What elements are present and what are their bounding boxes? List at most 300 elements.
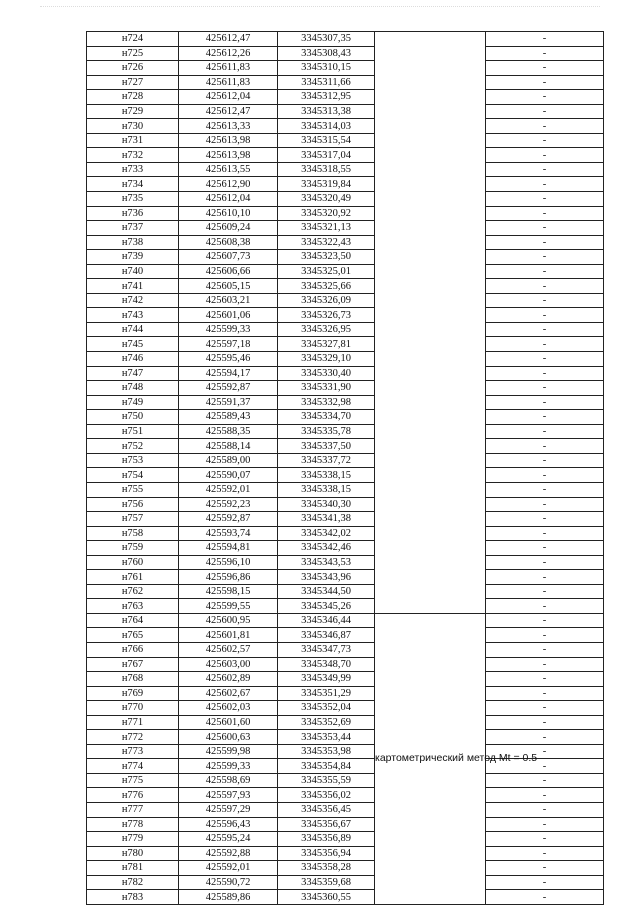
accuracy-cell: - bbox=[486, 512, 604, 527]
x-coordinate-cell: 425597,93 bbox=[179, 788, 278, 803]
table-row bbox=[87, 32, 604, 47]
y-coordinate-cell: 3345337,50 bbox=[278, 439, 375, 454]
y-coordinate-cell: 3345356,89 bbox=[278, 832, 375, 847]
point-id-cell: н743 bbox=[87, 308, 179, 323]
table-row bbox=[87, 497, 604, 512]
x-coordinate-cell: 425613,33 bbox=[179, 119, 278, 134]
accuracy-cell: - bbox=[486, 497, 604, 512]
point-id-cell: н739 bbox=[87, 250, 179, 265]
accuracy-cell: - bbox=[486, 162, 604, 177]
x-coordinate-cell: 425599,98 bbox=[179, 744, 278, 759]
table-row bbox=[87, 46, 604, 61]
y-coordinate-cell: 3345338,15 bbox=[278, 482, 375, 497]
point-id-cell: н748 bbox=[87, 381, 179, 396]
accuracy-cell: - bbox=[486, 672, 604, 687]
point-id-cell: н747 bbox=[87, 366, 179, 381]
table-row bbox=[87, 512, 604, 527]
accuracy-cell: - bbox=[486, 221, 604, 236]
accuracy-cell: - bbox=[486, 133, 604, 148]
x-coordinate-cell: 425600,63 bbox=[179, 730, 278, 745]
accuracy-cell: - bbox=[486, 570, 604, 585]
point-id-cell: н729 bbox=[87, 104, 179, 119]
y-coordinate-cell: 3345332,98 bbox=[278, 395, 375, 410]
x-coordinate-cell: 425592,88 bbox=[179, 846, 278, 861]
method-cell bbox=[375, 32, 486, 614]
table-row bbox=[87, 308, 604, 323]
y-coordinate-cell: 3345322,43 bbox=[278, 235, 375, 250]
y-coordinate-cell: 3345320,49 bbox=[278, 192, 375, 207]
accuracy-cell: - bbox=[486, 395, 604, 410]
accuracy-cell: - bbox=[486, 366, 604, 381]
point-id-cell: н751 bbox=[87, 424, 179, 439]
x-coordinate-cell: 425612,47 bbox=[179, 32, 278, 47]
y-coordinate-cell: 3345325,66 bbox=[278, 279, 375, 294]
accuracy-cell: - bbox=[486, 468, 604, 483]
point-id-cell: н755 bbox=[87, 482, 179, 497]
accuracy-cell: - bbox=[486, 250, 604, 265]
x-coordinate-cell: 425613,98 bbox=[179, 148, 278, 163]
accuracy-cell: - bbox=[486, 206, 604, 221]
x-coordinate-cell: 425592,87 bbox=[179, 381, 278, 396]
y-coordinate-cell: 3345326,95 bbox=[278, 322, 375, 337]
y-coordinate-cell: 3345319,84 bbox=[278, 177, 375, 192]
point-id-cell: н765 bbox=[87, 628, 179, 643]
x-coordinate-cell: 425591,37 bbox=[179, 395, 278, 410]
table-row bbox=[87, 802, 604, 817]
point-id-cell: н771 bbox=[87, 715, 179, 730]
coordinates-table bbox=[86, 31, 604, 905]
accuracy-cell: - bbox=[486, 279, 604, 294]
point-id-cell: н727 bbox=[87, 75, 179, 90]
y-coordinate-cell: 3345353,98 bbox=[278, 744, 375, 759]
x-coordinate-cell: 425609,24 bbox=[179, 221, 278, 236]
x-coordinate-cell: 425601,60 bbox=[179, 715, 278, 730]
point-id-cell: н776 bbox=[87, 788, 179, 803]
table-row bbox=[87, 337, 604, 352]
accuracy-cell: - bbox=[486, 308, 604, 323]
table-row bbox=[87, 599, 604, 614]
y-coordinate-cell: 3345351,29 bbox=[278, 686, 375, 701]
accuracy-cell: - bbox=[486, 773, 604, 788]
x-coordinate-cell: 425599,55 bbox=[179, 599, 278, 614]
table-row bbox=[87, 468, 604, 483]
y-coordinate-cell: 3345360,55 bbox=[278, 890, 375, 905]
accuracy-cell: - bbox=[486, 90, 604, 105]
accuracy-cell: - bbox=[486, 322, 604, 337]
table-row bbox=[87, 192, 604, 207]
point-id-cell: н731 bbox=[87, 133, 179, 148]
accuracy-cell: - bbox=[486, 235, 604, 250]
point-id-cell: н759 bbox=[87, 541, 179, 556]
accuracy-cell: - bbox=[486, 730, 604, 745]
point-id-cell: н770 bbox=[87, 701, 179, 716]
x-coordinate-cell: 425603,21 bbox=[179, 293, 278, 308]
point-id-cell: н752 bbox=[87, 439, 179, 454]
y-coordinate-cell: 3345337,72 bbox=[278, 453, 375, 468]
table-row bbox=[87, 730, 604, 745]
x-coordinate-cell: 425599,33 bbox=[179, 322, 278, 337]
table-row bbox=[87, 352, 604, 367]
x-coordinate-cell: 425598,69 bbox=[179, 773, 278, 788]
x-coordinate-cell: 425606,66 bbox=[179, 264, 278, 279]
point-id-cell: н761 bbox=[87, 570, 179, 585]
x-coordinate-cell: 425594,17 bbox=[179, 366, 278, 381]
accuracy-cell: - bbox=[486, 875, 604, 890]
table-row bbox=[87, 701, 604, 716]
x-coordinate-cell: 425610,10 bbox=[179, 206, 278, 221]
point-id-cell: н740 bbox=[87, 264, 179, 279]
x-coordinate-cell: 425602,89 bbox=[179, 672, 278, 687]
accuracy-cell: - bbox=[486, 148, 604, 163]
y-coordinate-cell: 3345338,15 bbox=[278, 468, 375, 483]
accuracy-cell: - bbox=[486, 541, 604, 556]
accuracy-cell: - bbox=[486, 846, 604, 861]
x-coordinate-cell: 425596,10 bbox=[179, 555, 278, 570]
accuracy-cell: - bbox=[486, 381, 604, 396]
y-coordinate-cell: 3345348,70 bbox=[278, 657, 375, 672]
table-row bbox=[87, 293, 604, 308]
y-coordinate-cell: 3345356,45 bbox=[278, 802, 375, 817]
x-coordinate-cell: 425601,81 bbox=[179, 628, 278, 643]
x-coordinate-cell: 425601,06 bbox=[179, 308, 278, 323]
accuracy-cell: - bbox=[486, 119, 604, 134]
accuracy-cell: - bbox=[486, 599, 604, 614]
x-coordinate-cell: 425597,18 bbox=[179, 337, 278, 352]
table-row bbox=[87, 715, 604, 730]
y-coordinate-cell: 3345318,55 bbox=[278, 162, 375, 177]
accuracy-cell: - bbox=[486, 890, 604, 905]
y-coordinate-cell: 3345342,02 bbox=[278, 526, 375, 541]
table-row bbox=[87, 555, 604, 570]
table-row bbox=[87, 133, 604, 148]
x-coordinate-cell: 425611,83 bbox=[179, 61, 278, 76]
accuracy-cell: - bbox=[486, 264, 604, 279]
table-row bbox=[87, 657, 604, 672]
point-id-cell: н774 bbox=[87, 759, 179, 774]
table-row bbox=[87, 584, 604, 599]
scan-artifact-line bbox=[40, 6, 600, 9]
y-coordinate-cell: 3345329,10 bbox=[278, 352, 375, 367]
x-coordinate-cell: 425596,86 bbox=[179, 570, 278, 585]
x-coordinate-cell: 425593,74 bbox=[179, 526, 278, 541]
table-row bbox=[87, 424, 604, 439]
table-row bbox=[87, 526, 604, 541]
y-coordinate-cell: 3345307,35 bbox=[278, 32, 375, 47]
y-coordinate-cell: 3345315,54 bbox=[278, 133, 375, 148]
x-coordinate-cell: 425588,14 bbox=[179, 439, 278, 454]
x-coordinate-cell: 425602,03 bbox=[179, 701, 278, 716]
table-row bbox=[87, 410, 604, 425]
y-coordinate-cell: 3345354,84 bbox=[278, 759, 375, 774]
table-row bbox=[87, 686, 604, 701]
table-row bbox=[87, 439, 604, 454]
point-id-cell: н757 bbox=[87, 512, 179, 527]
accuracy-cell: - bbox=[486, 75, 604, 90]
point-id-cell: н746 bbox=[87, 352, 179, 367]
table-row bbox=[87, 381, 604, 396]
point-id-cell: н736 bbox=[87, 206, 179, 221]
point-id-cell: н760 bbox=[87, 555, 179, 570]
method-cell: картометрический метод Mt = 0.5 bbox=[375, 613, 486, 904]
point-id-cell: н745 bbox=[87, 337, 179, 352]
accuracy-cell: - bbox=[486, 657, 604, 672]
table-row bbox=[87, 221, 604, 236]
accuracy-cell: - bbox=[486, 744, 604, 759]
accuracy-cell: - bbox=[486, 526, 604, 541]
x-coordinate-cell: 425592,23 bbox=[179, 497, 278, 512]
x-coordinate-cell: 425612,04 bbox=[179, 192, 278, 207]
accuracy-cell: - bbox=[486, 832, 604, 847]
y-coordinate-cell: 3345335,78 bbox=[278, 424, 375, 439]
point-id-cell: н769 bbox=[87, 686, 179, 701]
y-coordinate-cell: 3345331,90 bbox=[278, 381, 375, 396]
y-coordinate-cell: 3345310,15 bbox=[278, 61, 375, 76]
point-id-cell: н780 bbox=[87, 846, 179, 861]
point-id-cell: н728 bbox=[87, 90, 179, 105]
point-id-cell: н767 bbox=[87, 657, 179, 672]
accuracy-cell: - bbox=[486, 453, 604, 468]
y-coordinate-cell: 3345314,03 bbox=[278, 119, 375, 134]
x-coordinate-cell: 425607,73 bbox=[179, 250, 278, 265]
accuracy-cell: - bbox=[486, 61, 604, 76]
point-id-cell: н741 bbox=[87, 279, 179, 294]
x-coordinate-cell: 425600,95 bbox=[179, 613, 278, 628]
y-coordinate-cell: 3345342,46 bbox=[278, 541, 375, 556]
y-coordinate-cell: 3345311,66 bbox=[278, 75, 375, 90]
accuracy-cell: - bbox=[486, 759, 604, 774]
point-id-cell: н753 bbox=[87, 453, 179, 468]
point-id-cell: н734 bbox=[87, 177, 179, 192]
y-coordinate-cell: 3345347,73 bbox=[278, 642, 375, 657]
x-coordinate-cell: 425608,38 bbox=[179, 235, 278, 250]
accuracy-cell: - bbox=[486, 613, 604, 628]
y-coordinate-cell: 3345321,13 bbox=[278, 221, 375, 236]
y-coordinate-cell: 3345349,99 bbox=[278, 672, 375, 687]
y-coordinate-cell: 3345343,96 bbox=[278, 570, 375, 585]
table-row bbox=[87, 570, 604, 585]
table-row bbox=[87, 788, 604, 803]
table-row bbox=[87, 177, 604, 192]
table-row bbox=[87, 395, 604, 410]
x-coordinate-cell: 425602,67 bbox=[179, 686, 278, 701]
coordinates-table-body bbox=[87, 32, 604, 905]
x-coordinate-cell: 425592,01 bbox=[179, 482, 278, 497]
point-id-cell: н768 bbox=[87, 672, 179, 687]
y-coordinate-cell: 3345353,44 bbox=[278, 730, 375, 745]
accuracy-cell: - bbox=[486, 701, 604, 716]
table-row bbox=[87, 250, 604, 265]
accuracy-cell: - bbox=[486, 802, 604, 817]
y-coordinate-cell: 3345327,81 bbox=[278, 337, 375, 352]
point-id-cell: н730 bbox=[87, 119, 179, 134]
x-coordinate-cell: 425599,33 bbox=[179, 759, 278, 774]
point-id-cell: н778 bbox=[87, 817, 179, 832]
table-row bbox=[87, 890, 604, 905]
point-id-cell: н781 bbox=[87, 861, 179, 876]
accuracy-cell: - bbox=[486, 424, 604, 439]
x-coordinate-cell: 425612,47 bbox=[179, 104, 278, 119]
x-coordinate-cell: 425612,26 bbox=[179, 46, 278, 61]
table-row bbox=[87, 817, 604, 832]
table-row bbox=[87, 773, 604, 788]
x-coordinate-cell: 425613,98 bbox=[179, 133, 278, 148]
point-id-cell: н724 bbox=[87, 32, 179, 47]
table-row bbox=[87, 279, 604, 294]
table-row bbox=[87, 482, 604, 497]
accuracy-cell: - bbox=[486, 410, 604, 425]
point-id-cell: н742 bbox=[87, 293, 179, 308]
table-row bbox=[87, 119, 604, 134]
point-id-cell: н756 bbox=[87, 497, 179, 512]
x-coordinate-cell: 425598,15 bbox=[179, 584, 278, 599]
y-coordinate-cell: 3345345,26 bbox=[278, 599, 375, 614]
point-id-cell: н732 bbox=[87, 148, 179, 163]
table-row bbox=[87, 672, 604, 687]
y-coordinate-cell: 3345323,50 bbox=[278, 250, 375, 265]
y-coordinate-cell: 3345343,53 bbox=[278, 555, 375, 570]
y-coordinate-cell: 3345308,43 bbox=[278, 46, 375, 61]
point-id-cell: н763 bbox=[87, 599, 179, 614]
x-coordinate-cell: 425613,55 bbox=[179, 162, 278, 177]
accuracy-cell: - bbox=[486, 104, 604, 119]
point-id-cell: н733 bbox=[87, 162, 179, 177]
x-coordinate-cell: 425592,87 bbox=[179, 512, 278, 527]
accuracy-cell: - bbox=[486, 293, 604, 308]
y-coordinate-cell: 3345346,44 bbox=[278, 613, 375, 628]
y-coordinate-cell: 3345317,04 bbox=[278, 148, 375, 163]
table-row bbox=[87, 628, 604, 643]
x-coordinate-cell: 425590,07 bbox=[179, 468, 278, 483]
x-coordinate-cell: 425612,90 bbox=[179, 177, 278, 192]
x-coordinate-cell: 425589,43 bbox=[179, 410, 278, 425]
table-row bbox=[87, 846, 604, 861]
y-coordinate-cell: 3345355,59 bbox=[278, 773, 375, 788]
y-coordinate-cell: 3345341,38 bbox=[278, 512, 375, 527]
table-row bbox=[87, 61, 604, 76]
y-coordinate-cell: 3345320,92 bbox=[278, 206, 375, 221]
point-id-cell: н779 bbox=[87, 832, 179, 847]
y-coordinate-cell: 3345313,38 bbox=[278, 104, 375, 119]
x-coordinate-cell: 425590,72 bbox=[179, 875, 278, 890]
point-id-cell: н775 bbox=[87, 773, 179, 788]
point-id-cell: н750 bbox=[87, 410, 179, 425]
x-coordinate-cell: 425589,00 bbox=[179, 453, 278, 468]
point-id-cell: н783 bbox=[87, 890, 179, 905]
accuracy-cell: - bbox=[486, 482, 604, 497]
point-id-cell: н772 bbox=[87, 730, 179, 745]
x-coordinate-cell: 425589,86 bbox=[179, 890, 278, 905]
x-coordinate-cell: 425612,04 bbox=[179, 90, 278, 105]
accuracy-cell: - bbox=[486, 715, 604, 730]
accuracy-cell: - bbox=[486, 686, 604, 701]
table-row bbox=[87, 861, 604, 876]
point-id-cell: н738 bbox=[87, 235, 179, 250]
y-coordinate-cell: 3345312,95 bbox=[278, 90, 375, 105]
point-id-cell: н726 bbox=[87, 61, 179, 76]
accuracy-cell: - bbox=[486, 788, 604, 803]
y-coordinate-cell: 3345356,67 bbox=[278, 817, 375, 832]
accuracy-cell: - bbox=[486, 32, 604, 47]
x-coordinate-cell: 425602,57 bbox=[179, 642, 278, 657]
accuracy-cell: - bbox=[486, 817, 604, 832]
y-coordinate-cell: 3345330,40 bbox=[278, 366, 375, 381]
point-id-cell: н762 bbox=[87, 584, 179, 599]
table-row bbox=[87, 613, 604, 628]
x-coordinate-cell: 425595,24 bbox=[179, 832, 278, 847]
table-row bbox=[87, 235, 604, 250]
x-coordinate-cell: 425611,83 bbox=[179, 75, 278, 90]
point-id-cell: н749 bbox=[87, 395, 179, 410]
y-coordinate-cell: 3345352,69 bbox=[278, 715, 375, 730]
table-row bbox=[87, 148, 604, 163]
point-id-cell: н737 bbox=[87, 221, 179, 236]
table-row bbox=[87, 322, 604, 337]
point-id-cell: н766 bbox=[87, 642, 179, 657]
y-coordinate-cell: 3345356,02 bbox=[278, 788, 375, 803]
accuracy-cell: - bbox=[486, 861, 604, 876]
accuracy-cell: - bbox=[486, 584, 604, 599]
accuracy-cell: - bbox=[486, 192, 604, 207]
accuracy-cell: - bbox=[486, 177, 604, 192]
table-row bbox=[87, 642, 604, 657]
x-coordinate-cell: 425605,15 bbox=[179, 279, 278, 294]
accuracy-cell: - bbox=[486, 439, 604, 454]
y-coordinate-cell: 3345359,68 bbox=[278, 875, 375, 890]
y-coordinate-cell: 3345344,50 bbox=[278, 584, 375, 599]
accuracy-cell: - bbox=[486, 46, 604, 61]
y-coordinate-cell: 3345358,28 bbox=[278, 861, 375, 876]
accuracy-cell: - bbox=[486, 642, 604, 657]
table-row bbox=[87, 90, 604, 105]
point-id-cell: н764 bbox=[87, 613, 179, 628]
table-row bbox=[87, 453, 604, 468]
table-row bbox=[87, 366, 604, 381]
point-id-cell: н773 bbox=[87, 744, 179, 759]
point-id-cell: н777 bbox=[87, 802, 179, 817]
x-coordinate-cell: 425597,29 bbox=[179, 802, 278, 817]
y-coordinate-cell: 3345340,30 bbox=[278, 497, 375, 512]
point-id-cell: н754 bbox=[87, 468, 179, 483]
point-id-cell: н782 bbox=[87, 875, 179, 890]
point-id-cell: н744 bbox=[87, 322, 179, 337]
point-id-cell: н758 bbox=[87, 526, 179, 541]
table-row bbox=[87, 104, 604, 119]
x-coordinate-cell: 425594,81 bbox=[179, 541, 278, 556]
point-id-cell: н735 bbox=[87, 192, 179, 207]
table-row bbox=[87, 75, 604, 90]
y-coordinate-cell: 3345352,04 bbox=[278, 701, 375, 716]
table-row bbox=[87, 162, 604, 177]
table-row bbox=[87, 832, 604, 847]
y-coordinate-cell: 3345326,09 bbox=[278, 293, 375, 308]
x-coordinate-cell: 425588,35 bbox=[179, 424, 278, 439]
table-row bbox=[87, 541, 604, 556]
y-coordinate-cell: 3345326,73 bbox=[278, 308, 375, 323]
accuracy-cell: - bbox=[486, 337, 604, 352]
point-id-cell: н725 bbox=[87, 46, 179, 61]
accuracy-cell: - bbox=[486, 352, 604, 367]
y-coordinate-cell: 3345334,70 bbox=[278, 410, 375, 425]
x-coordinate-cell: 425592,01 bbox=[179, 861, 278, 876]
accuracy-cell: - bbox=[486, 555, 604, 570]
x-coordinate-cell: 425595,46 bbox=[179, 352, 278, 367]
y-coordinate-cell: 3345325,01 bbox=[278, 264, 375, 279]
y-coordinate-cell: 3345346,87 bbox=[278, 628, 375, 643]
table-row bbox=[87, 264, 604, 279]
table-row bbox=[87, 206, 604, 221]
x-coordinate-cell: 425603,00 bbox=[179, 657, 278, 672]
table-row bbox=[87, 875, 604, 890]
